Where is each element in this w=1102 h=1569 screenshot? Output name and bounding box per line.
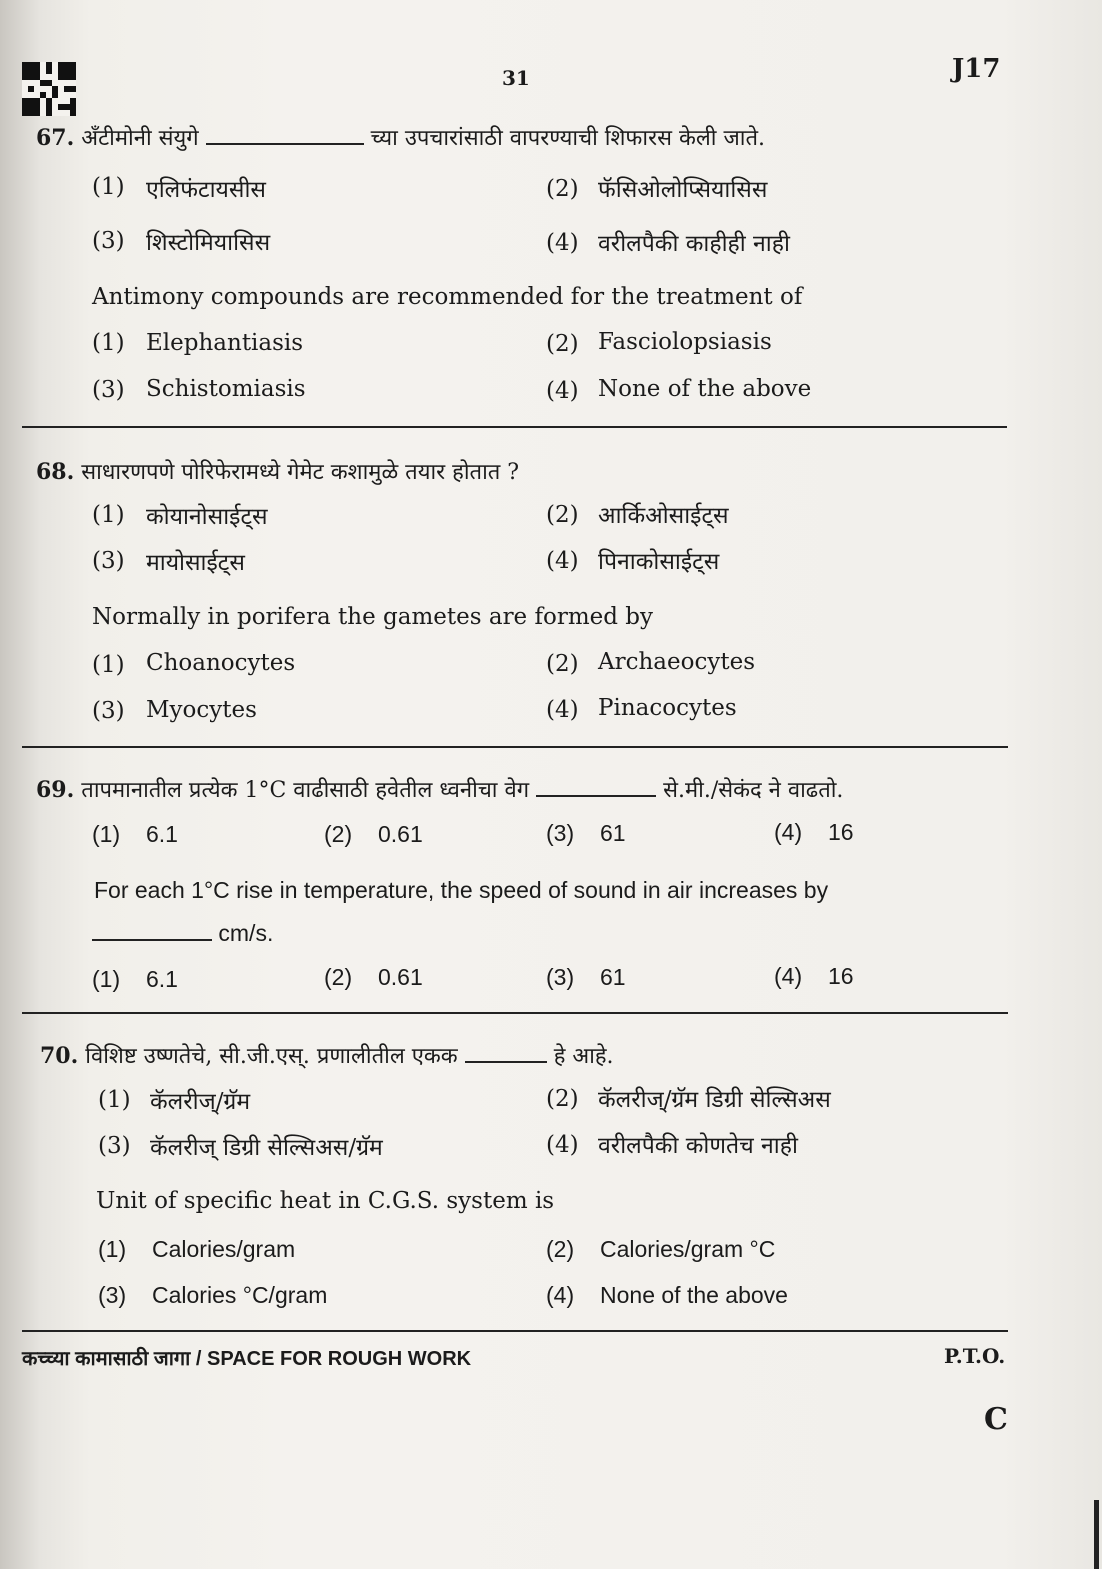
q69-marathi-after: से.मी./सेकंद ने वाढतो. [663,778,844,803]
q69-en-opt1-num: (1) [92,966,121,992]
q70-mr-opt2: कॅलरीज्/ग्रॅम डिग्री सेल्सिअस [598,1087,831,1113]
q67-en-opt1: Elephantiasis [146,330,304,356]
q68-mr-opt3-num: (3) [92,548,125,574]
q69-mr-opt3: 61 [600,820,626,846]
q68-en-opt2: Archaeocytes [598,649,756,675]
q70-en-opt3: Calories °C/gram [152,1282,328,1308]
q70-english-stem: Unit of specific heat in C.G.S. system is [96,1188,555,1214]
q70-en-opt2: Calories/gram °C [600,1236,776,1262]
q68-mr-opt1: कोयानोसाईट्स [146,504,268,530]
q67-marathi-stem [36,122,765,152]
q69-en-opt3-num: (3) [546,964,575,990]
q69-marathi-stem [36,774,843,804]
q67-marathi-before: अँटीमोनी संयुगे [81,126,199,151]
q67-mr-opt4-num: (4) [546,230,579,256]
q70-en-opt1: Calories/gram [152,1236,296,1262]
q69-en-opt2-num: (2) [324,964,353,990]
q70-mr-opt1-num: (1) [98,1087,131,1113]
q69-blank [536,795,656,797]
divider-68-69 [22,746,1008,748]
qr-code-icon [22,62,76,116]
q67-en-opt1-num: (1) [92,330,125,356]
q69-english-unit-line [92,920,273,947]
q67-en-opt4: None of the above [598,376,812,402]
q68-en-opt3: Myocytes [146,697,257,723]
q69-mr-opt3-num: (3) [546,820,575,846]
q68-mr-opt3: मायोसाईट्स [146,550,245,576]
q70-mr-opt3: कॅलरीज् डिग्री सेल्सिअस/ग्रॅम [150,1135,383,1161]
page-edge-mark [1094,1500,1099,1569]
divider-67-68 [22,426,1007,428]
q68-marathi-text: साधारणपणे पोरिफेरामध्ये गेमेट कशामुळे तयार होतात ? [81,460,520,485]
q70-en-opt1-num: (1) [98,1236,127,1262]
q69-mr-opt2: 0.61 [378,821,423,847]
q70-en-opt4-num: (4) [546,1282,575,1308]
q68-mr-opt4-num: (4) [546,548,579,574]
q68-en-opt3-num: (3) [92,698,125,724]
q67-mr-opt1: एलिफंटायसीस [146,177,266,203]
q69-english-unit: cm/s. [218,920,274,946]
booklet-code: J17 [952,54,1001,84]
q69-marathi-before: तापमानातील प्रत्येक 1°C वाढीसाठी हवेतील ध्वनीचा वेग [81,778,530,803]
q67-en-opt2-num: (2) [546,331,579,357]
q67-mr-opt1-num: (1) [92,174,125,200]
q69-mr-opt4: 16 [828,819,854,845]
q67-en-opt2: Fasciolopsiasis [598,329,772,355]
page-number: 31 [502,66,530,90]
q69-mr-opt2-num: (2) [324,821,353,847]
q70-mr-opt4: वरीलपैकी कोणतेच नाही [598,1133,798,1159]
q67-number: 67. [36,125,75,151]
rough-work-label: कच्च्या कामासाठी जागा / SPACE FOR ROUGH WORK [22,1348,472,1370]
q70-mr-opt3-num: (3) [98,1133,131,1159]
q67-mr-opt2-num: (2) [546,176,579,202]
q68-en-opt1-num: (1) [92,652,125,678]
q69-en-opt2: 0.61 [378,964,423,990]
q68-mr-opt2: आर्किओसाईट्स [598,503,729,529]
q67-en-opt3-num: (3) [92,377,125,403]
q68-mr-opt2-num: (2) [546,502,579,528]
q68-marathi-stem [36,456,519,486]
q68-en-opt1: Choanocytes [146,650,296,676]
q68-mr-opt4: पिनाकोसाईट्स [598,549,720,575]
q67-en-opt3: Schistomiasis [146,376,306,402]
q70-mr-opt4-num: (4) [546,1132,579,1158]
q69-number: 69. [36,777,75,803]
q67-mr-opt4: वरीलपैकी काहीही नाही [598,231,790,257]
q69-english-blank [92,939,212,941]
q68-mr-opt1-num: (1) [92,502,125,528]
q69-mr-opt1-num: (1) [92,821,121,847]
divider-69-70 [22,1012,1008,1014]
q68-en-opt4: Pinacocytes [598,695,737,721]
q70-en-opt2-num: (2) [546,1236,575,1262]
q69-en-opt3: 61 [600,964,626,990]
q69-english-stem: For each 1°C rise in temperature, the speed of sound in air increases by [94,877,829,903]
q69-en-opt4-num: (4) [774,963,803,989]
q70-marathi-stem [40,1040,614,1070]
q67-blank [206,143,364,145]
q67-english-stem: Antimony compounds are recommended for the treatment of [92,284,803,310]
q67-mr-opt2: फॅसिओलोप्सियासिस [598,177,768,203]
q67-marathi-after: च्या उपचारांसाठी वापरण्याची शिफारस केली जाते. [370,126,766,151]
q70-marathi-after: हे आहे. [553,1044,614,1069]
pto-label: P.T.O. [944,1344,1006,1368]
q68-english-stem: Normally in porifera the gametes are formed by [92,604,654,630]
q70-en-opt4: None of the above [600,1282,788,1308]
q67-mr-opt3: शिस्टोमियासिस [146,230,271,256]
divider-footer [22,1330,1008,1332]
q70-mr-opt1: कॅलरीज्/ग्रॅम [150,1089,251,1115]
q69-mr-opt4-num: (4) [774,819,803,845]
q70-blank [465,1061,547,1063]
q69-mr-opt1: 6.1 [146,821,178,847]
q68-en-opt2-num: (2) [546,651,579,677]
booklet-set-letter: C [984,1402,1008,1437]
q67-en-opt4-num: (4) [546,378,579,404]
q70-en-opt3-num: (3) [98,1282,127,1308]
q67-mr-opt3-num: (3) [92,228,125,254]
q69-en-opt4: 16 [828,963,854,989]
q68-en-opt4-num: (4) [546,697,579,723]
q69-en-opt1: 6.1 [146,966,178,992]
q68-number: 68. [36,459,75,485]
q70-number: 70. [40,1043,79,1069]
q70-mr-opt2-num: (2) [546,1086,579,1112]
q70-marathi-before: विशिष्ट उष्णतेचे, सी.जी.एस्. प्रणालीतील एकक [85,1044,458,1069]
